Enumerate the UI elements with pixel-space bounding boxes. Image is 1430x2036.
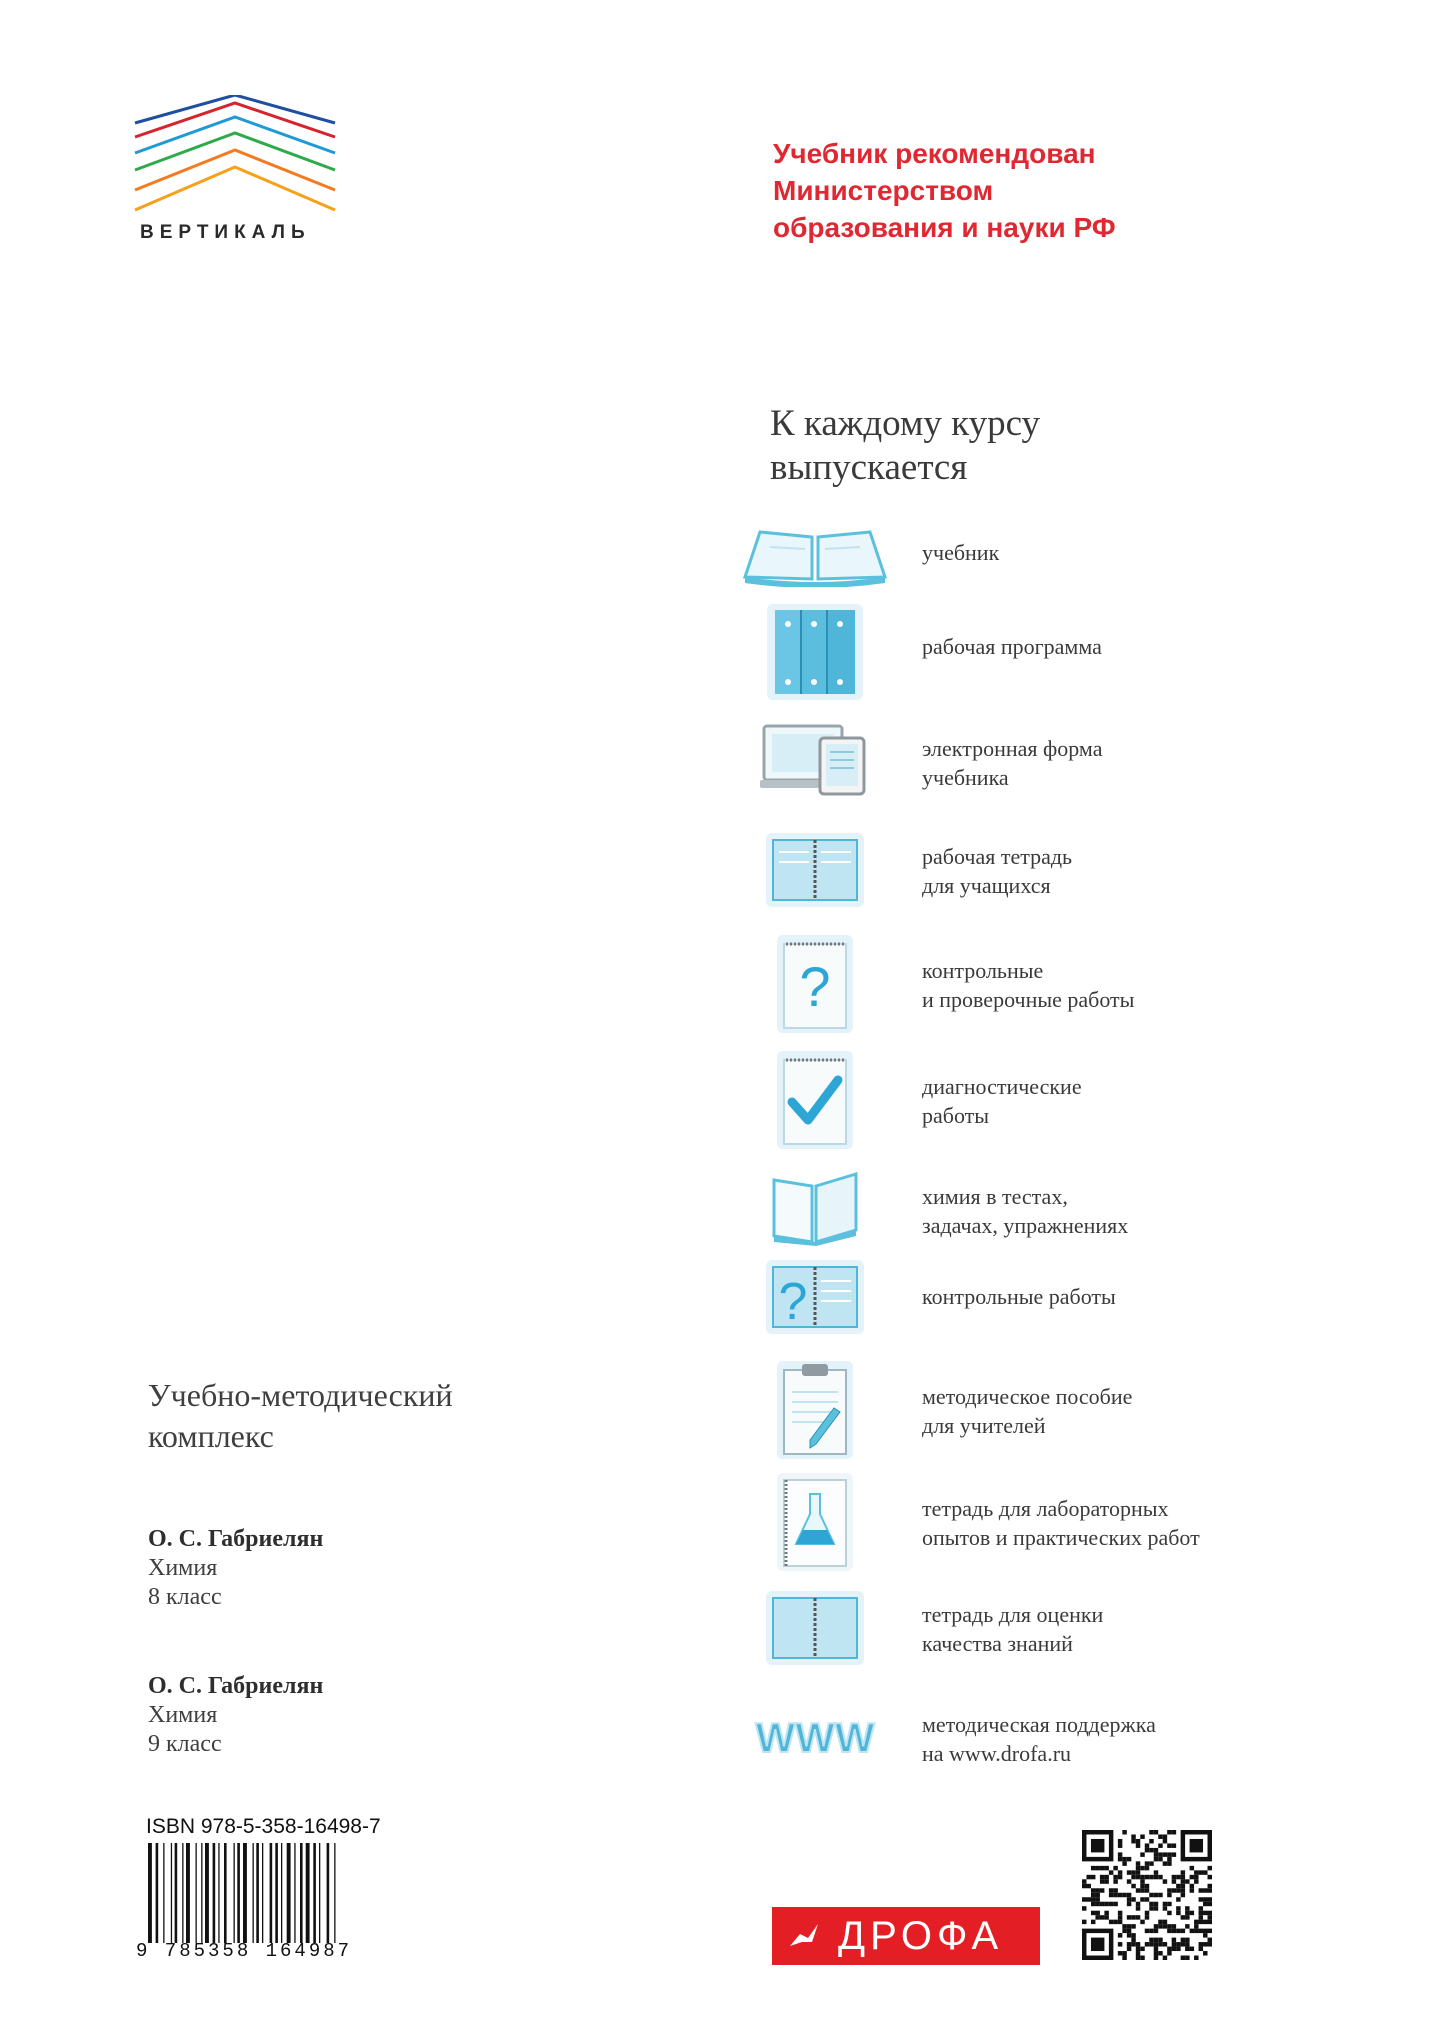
isbn-text: ISBN 978-5-358-16498-7 [146,1815,381,1838]
question-notebook-icon [740,1258,890,1336]
list-item [740,1698,1340,1778]
list-item [740,720,1340,800]
item-label: рабочая тетрадь для учащихся [922,844,1073,898]
book-subject: Химия [148,1555,218,1581]
list-item [740,830,1340,910]
question-notepad-icon [740,934,890,1034]
svg-text:?: ? [799,955,831,1018]
devices-icon [740,720,890,800]
course-heading [770,402,1040,490]
item-label: методическое пособие для учителей [922,1384,1133,1438]
list-item [740,1472,1340,1572]
qr-code [1082,1830,1212,1960]
barcode [146,1843,386,1943]
barcode-digits: 9 785358 164987 [136,1940,353,1962]
book-grade: 8 класс [148,1584,222,1610]
item-label: электронная форма учебника [922,736,1103,790]
book-author: О. С. Габриелян [148,1526,324,1552]
notebook-icon [740,1588,890,1668]
item-label: тетрадь для лабораторных опытов и практических работ [922,1496,1200,1550]
list-item [740,934,1340,1034]
item-label: тетрадь для оценки качества знаний [922,1602,1104,1656]
item-label: методическая поддержка на www.drofa.ru [922,1712,1156,1766]
publisher-logo [772,1907,1040,1965]
item-label: диагностические работы [922,1074,1082,1128]
list-item [740,512,1340,592]
item-label: химия в тестах, задачах, упражнениях [922,1184,1129,1238]
clipboard-icon [740,1360,890,1460]
checkmark-notepad-icon [740,1050,890,1150]
publisher-name: ДРОФА [838,1913,1004,1958]
course-items-list [740,512,1340,1782]
svg-text:WWW: WWW [755,1714,875,1761]
list-item [740,1050,1340,1150]
open-book-tilted-icon [740,1168,890,1248]
heading-line: выпускается [770,447,968,488]
book-entry [148,1672,323,1759]
list-item [740,1588,1340,1668]
logo-text: ВЕРТИКАЛЬ [140,222,311,243]
book-grade: 9 класс [148,1731,222,1757]
binders-icon [740,602,890,702]
book-author: О. С. Габриелян [148,1673,324,1699]
spiral-notebook-icon [740,830,890,910]
heading-line: К каждому курсу [770,403,1041,444]
open-book-icon [740,512,890,592]
svg-text:?: ? [778,1273,808,1331]
bird-icon [786,1918,822,1954]
recommendation-line: Учебник рекомендован [773,138,1096,169]
book-entry [148,1525,323,1612]
www-icon [740,1698,890,1778]
book-subject: Химия [148,1702,218,1728]
item-label: рабочая программа [922,634,1102,659]
item-label: учебник [922,540,1000,565]
vertikal-logo [130,95,340,215]
flask-notepad-icon [740,1472,890,1572]
list-item [740,1258,1340,1336]
list-item [740,1360,1340,1460]
recommendation-line: образования и науки РФ [773,212,1116,243]
recommendation-text [773,135,1293,246]
list-item [740,1168,1340,1248]
item-label: контрольные и проверочные работы [922,958,1135,1012]
list-item [740,602,1340,702]
item-label: контрольные работы [922,1284,1116,1309]
complex-title: Учебно-методический комплекс [148,1377,453,1454]
recommendation-line: Министерством [773,175,994,206]
